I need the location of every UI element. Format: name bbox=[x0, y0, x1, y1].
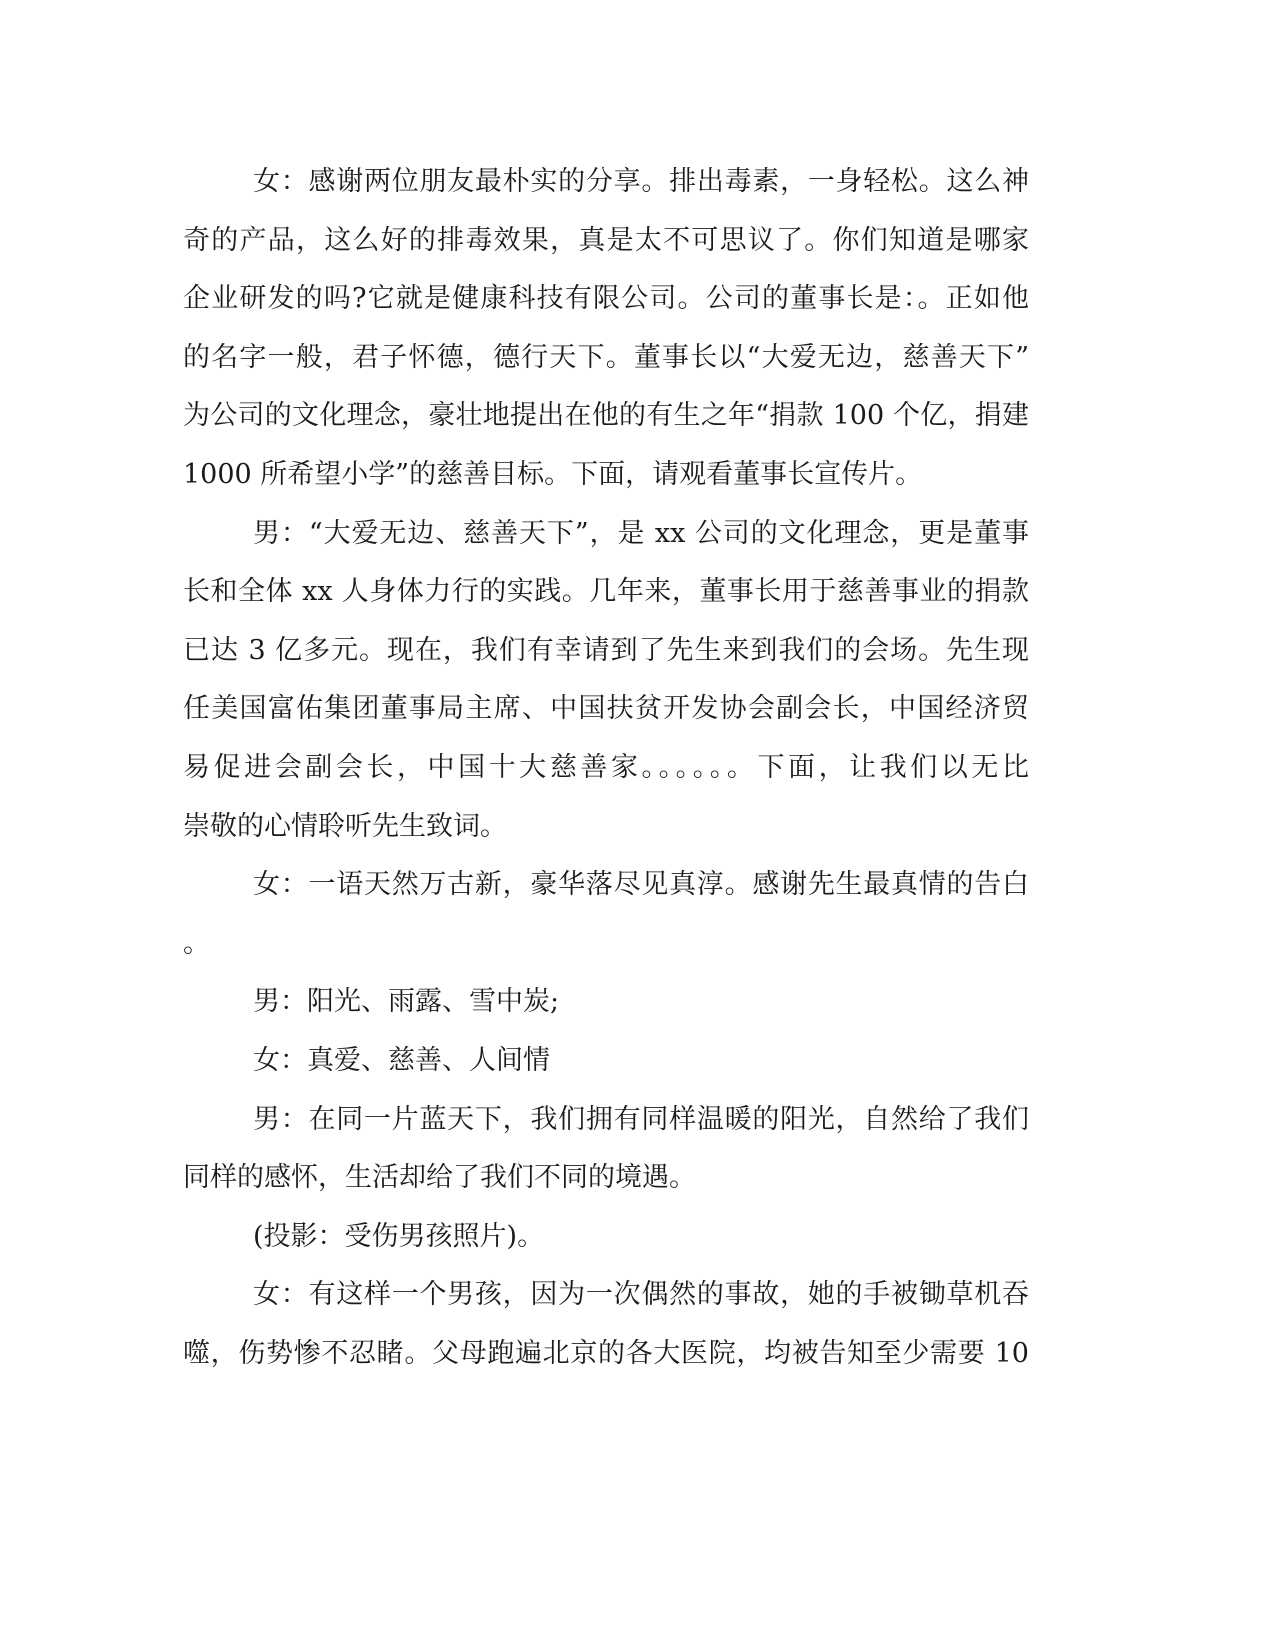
text-line: 易促进会副会长，中国十大慈善家。。。。。。下面，让我们以无比 bbox=[183, 751, 1029, 783]
document-body bbox=[183, 153, 1029, 1383]
text-line: 男：阳光、雨露、雪中炭; bbox=[253, 986, 560, 1018]
text-line: 女：有这样一个男孩，因为一次偶然的事故，她的手被锄草机吞 bbox=[253, 1279, 1029, 1311]
text-line: 奇的产品，这么好的排毒效果，真是太不可思议了。你们知道是哪家 bbox=[183, 224, 1029, 256]
text-line: 1000 所希望小学”的慈善目标。下面，请观看董事长宣传片。 bbox=[183, 458, 923, 490]
text-line: 。 bbox=[183, 927, 210, 959]
text-line: (投影：受伤男孩照片)。 bbox=[253, 1220, 545, 1252]
text-line: 男：“大爱无边、慈善天下”，是 xx 公司的文化理念，更是董事 bbox=[253, 517, 1029, 549]
text-line: 女：一语天然万古新，豪华落尽见真淳。感谢先生最真情的告白 bbox=[253, 869, 1029, 901]
text-line: 的名字一般，君子怀德，德行天下。董事长以“大爱无边，慈善天下” bbox=[183, 341, 1029, 373]
text-line: 崇敬的心情聆听先生致词。 bbox=[183, 810, 507, 842]
text-line: 噬，伤势惨不忍睹。父母跑遍北京的各大医院，均被告知至少需要 10 bbox=[183, 1337, 1029, 1369]
text-line: 已达 3 亿多元。现在，我们有幸请到了先生来到我们的会场。先生现 bbox=[183, 634, 1029, 666]
text-line: 为公司的文化理念，豪壮地提出在他的有生之年“捐款 100 个亿，捐建 bbox=[183, 400, 1029, 432]
text-line: 女：感谢两位朋友最朴实的分享。排出毒素，一身轻松。这么神 bbox=[253, 166, 1029, 197]
text-line: 男：在同一片蓝天下，我们拥有同样温暖的阳光，自然给了我们 bbox=[253, 1103, 1029, 1135]
text-line: 企业研发的吗?它就是健康科技有限公司。公司的董事长是：。正如他 bbox=[183, 283, 1029, 315]
text-line: 任美国富佑集团董事局主席、中国扶贫开发协会副会长，中国经济贸 bbox=[183, 693, 1029, 725]
text-line: 女：真爱、慈善、人间情 bbox=[253, 1044, 550, 1076]
text-line: 同样的感怀，生活却给了我们不同的境遇。 bbox=[183, 1162, 696, 1194]
text-line: 长和全体 xx 人身体力行的实践。几年来，董事长用于慈善事业的捐款 bbox=[183, 576, 1029, 608]
